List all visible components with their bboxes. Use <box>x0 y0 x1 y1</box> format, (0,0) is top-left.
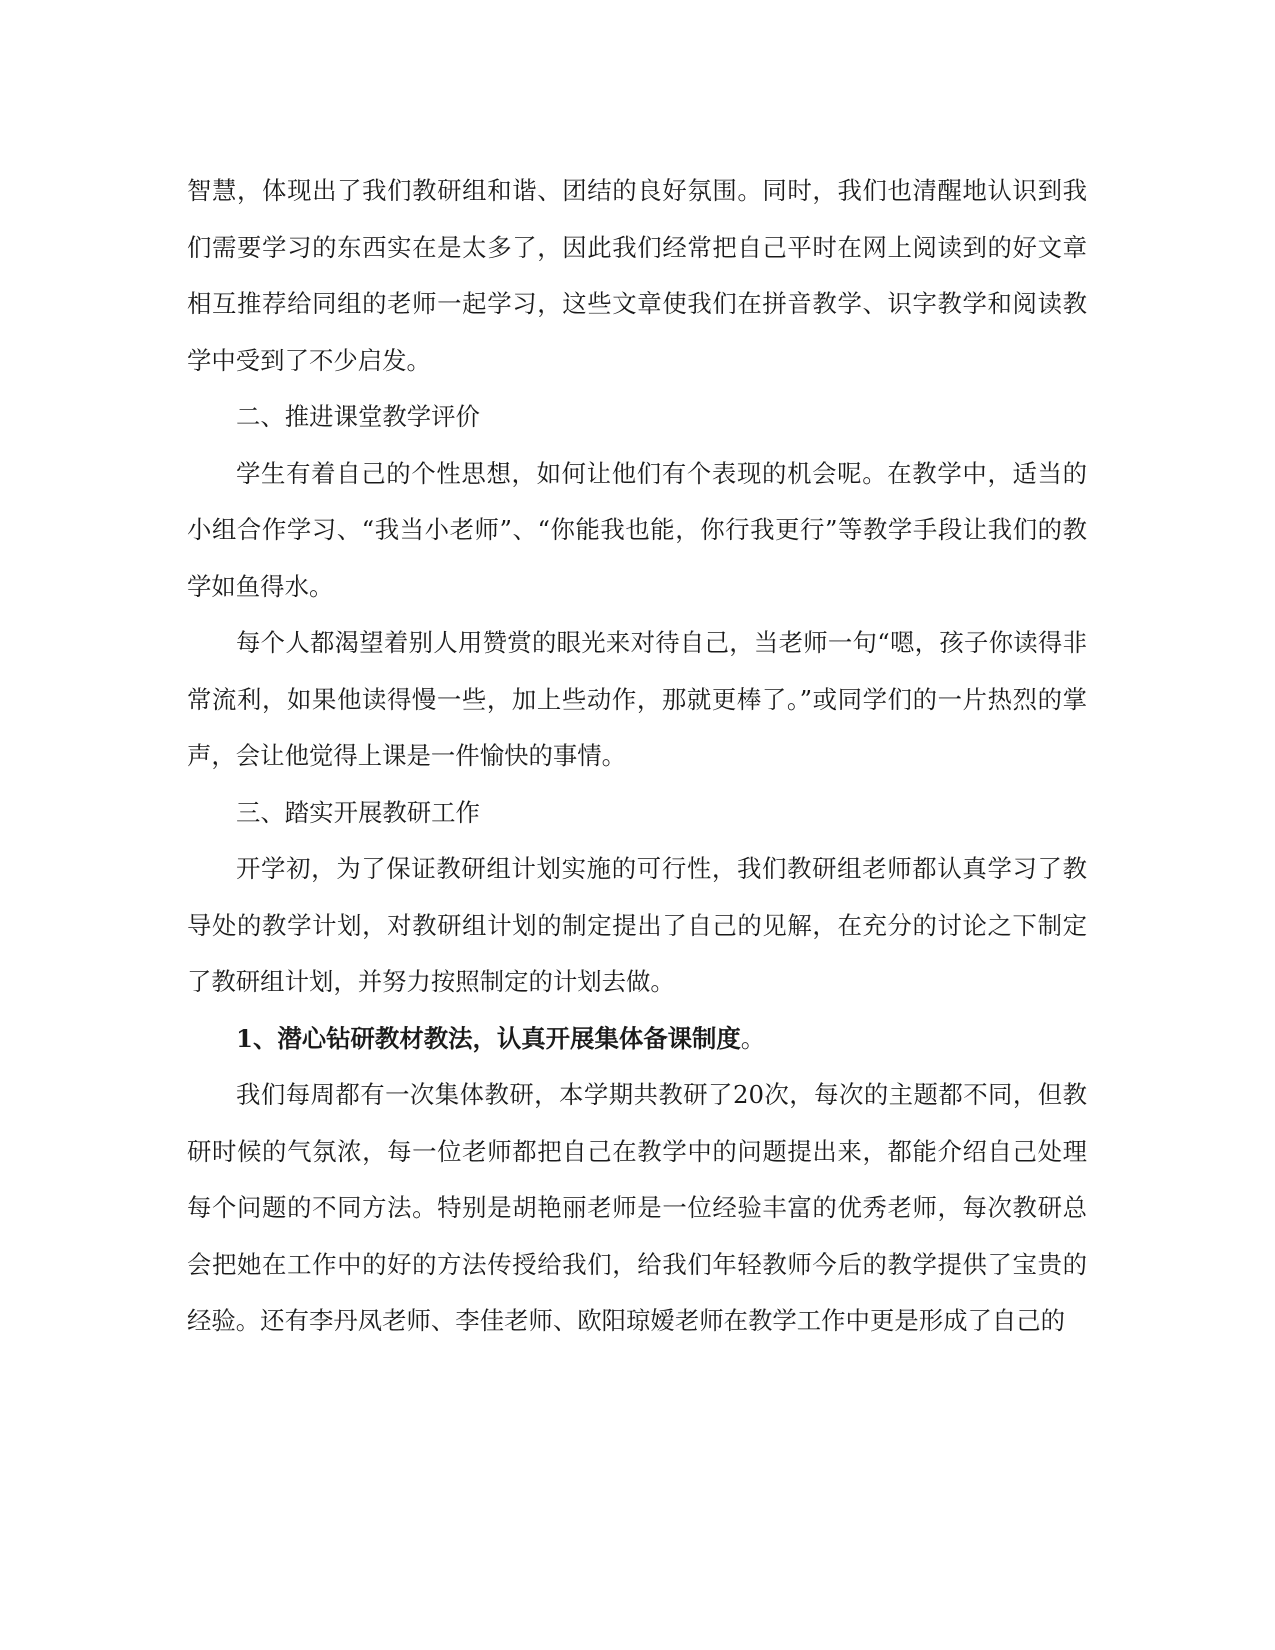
subsection-heading-1-period: 。 <box>740 1023 766 1053</box>
subsection-heading-1 <box>187 1011 1087 1068</box>
document-body <box>187 163 1087 1350</box>
paragraph-weekly-research: 我们每周都有一次集体教研，本学期共教研了20次，每次的主题都不同，但教研时候的气氛浓，每一位老师都把自己在教学中的问题提出来，都能介绍自己处理每个问题的不同方法。特别是胡艳丽老师是一位经验丰富的优秀老师，每次教研总会把她在工作中的好的方法传授给我们，给我们年轻教师今后的教学提供了宝贵的经验。还有李丹凤老师、李佳老师、欧阳琼嫒老师在教学工作中更是形成了自己的 <box>187 1080 1087 1335</box>
paragraph-semester-start: 开学初，为了保证教研组计划实施的可行性，我们教研组老师都认真学习了教导处的教学计划，对教研组计划的制定提出了自己的见解，在充分的讨论之下制定了教研组计划，并努力按照制定的计划去做。 <box>187 854 1087 996</box>
subsection-heading-1-text: 1、潜心钻研教材教法，认真开展集体备课制度 <box>236 1023 741 1053</box>
paragraph-student-individuality: 学生有着自己的个性思想，如何让他们有个表现的机会呢。在教学中，适当的小组合作学习、“我当小老师”、“你能我也能，你行我更行”等教学手段让我们的教学如鱼得水。 <box>187 458 1087 601</box>
section-heading-2: 二、推进课堂教学评价 <box>236 402 480 431</box>
paragraph-appreciation: 每个人都渴望着别人用赞赏的眼光来对待自己，当老师一句“嗯，孩子你读得非常流利，如果他读得慢一些，加上些动作，那就更棒了。”或同学们的一片热烈的掌声，会让他觉得上课是一件愉快的事情。 <box>187 628 1087 770</box>
section-heading-3: 三、踏实开展教研工作 <box>236 797 480 827</box>
paragraph-intro-continued: 智慧，体现出了我们教研组和谐、团结的良好氛围。同时，我们也清醒地认识到我们需要学习的东西实在是太多了，因此我们经常把自己平时在网上阅读到的好文章相互推荐给同组的老师一起学习，这些文章使我们在拼音教学、识字教学和阅读教学中受到了不少启发。 <box>187 176 1087 375</box>
